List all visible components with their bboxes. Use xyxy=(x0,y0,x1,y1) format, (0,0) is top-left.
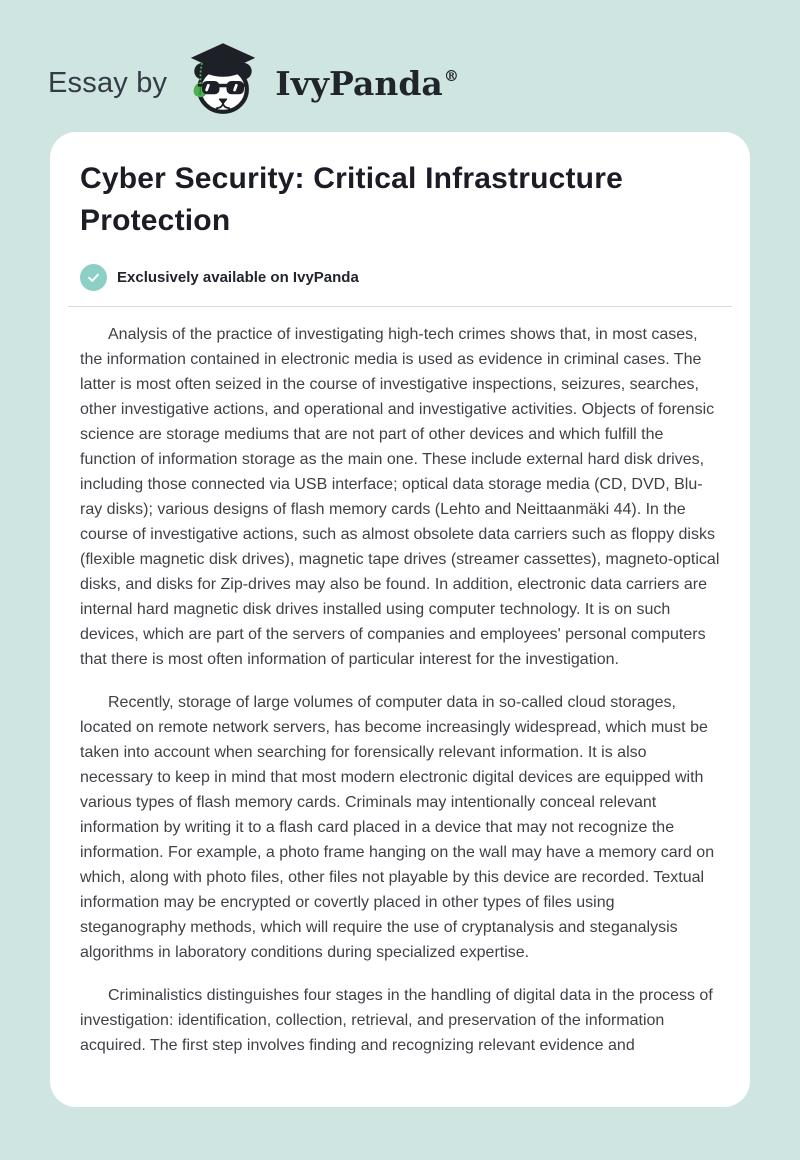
essay-body xyxy=(80,322,720,1058)
essay-by-label: Essay by xyxy=(48,66,168,99)
brand-name: IvyPanda xyxy=(275,63,443,103)
registered-trademark-symbol: ® xyxy=(443,66,459,85)
brand-wordmark xyxy=(275,64,459,103)
essay-paragraph: Analysis of the practice of investigating high-tech crimes shows that, in most cases, the information contained in electronic media is used as evidence in criminal cases. The latter is most often seized in the course of investigative inspections, seizures, searches, other investigative actions, and operational and investigative activities. Objects of forensic science are storage mediums that are not part of other devices and which fulfill the function of information storage as the main one. These include external hard disk drives, including those connected via USB interface; optical data storage media (CD, DVD, Blu-ray disks); various designs of flash memory cards (Lehto and Neittaanmäki 44). In the course of investigative actions, such as almost obsolete data carriers such as floppy disks (flexible magnetic disk drives), magnetic tape drives (streamer cassettes), magneto-optical disks, and disks for Zip-drives may also be found. In addition, electronic data carriers are internal hard magnetic disk drives installed using computer technology. It is on such devices, which are part of the servers of companies and employees' personal computers that there is most often information of particular interest for the investigation. xyxy=(80,326,720,668)
essay-paragraph: Criminalistics distinguishes four stages in the handling of digital data in the process of investigation: identification, collection, retrieval, and preservation of the information acquired. The first step involves finding and recognizing relevant evidence and xyxy=(80,987,713,1054)
check-icon xyxy=(80,264,107,291)
ivypanda-panda-logo-icon xyxy=(181,37,265,125)
essay-paragraph: Recently, storage of large volumes of computer data in so-called cloud storages, located on remote network servers, has become increasingly widespread, which must be taken into account when searching for forensically relevant information. It is also necessary to keep in mind that most modern electronic digital devices are equipped with various types of flash memory cards. Criminals may intentionally conceal relevant information by writing it to a flash card placed in a device that may not recognize the information. For example, a photo frame hanging on the wall may have a memory card on which, along with photo files, other files not playable by this device are recorded. Textual information may be encrypted or covertly placed in other types of files using steganography methods, which will require the use of cryptanalysis and steganalysis algorithms in laboratory conditions during specialized expertise. xyxy=(80,694,715,961)
availability-badge xyxy=(80,264,720,291)
essay-title: Cyber Security: Critical Infrastructure Protection xyxy=(80,162,623,237)
page-header xyxy=(0,0,800,132)
essay-card xyxy=(50,132,750,1107)
divider xyxy=(68,306,732,307)
availability-badge-label: Exclusively available on IvyPanda xyxy=(117,269,359,286)
